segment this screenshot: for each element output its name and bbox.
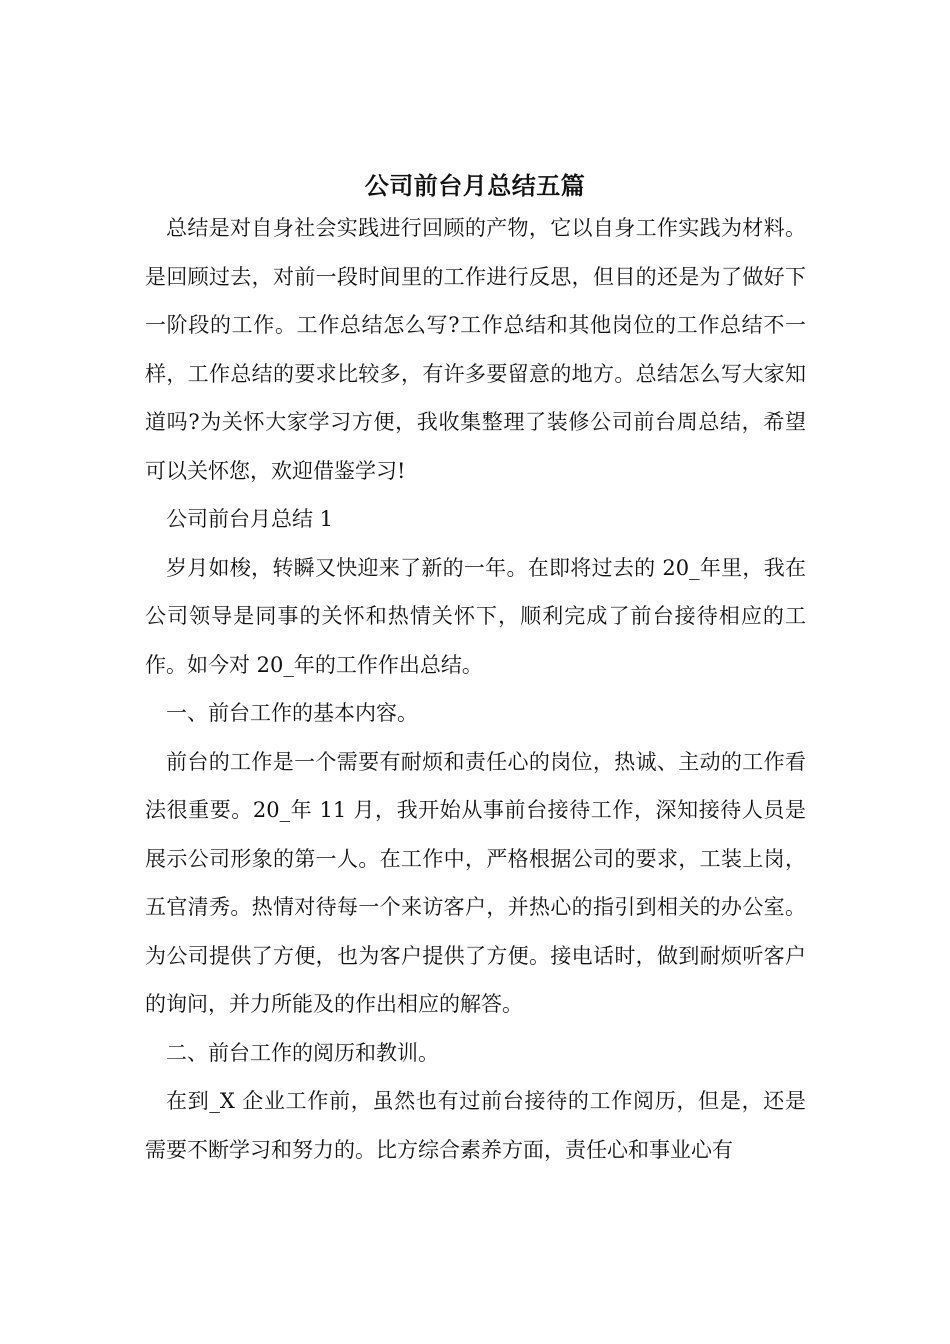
paragraph-year-review: 岁月如梭，转瞬又快迎来了新的一年。在即将过去的 20_年里，我在公司领导是同事的关怀和热情关怀下，顺利完成了前台接待相应的工作。如今对 20_年的工作作出总结。 [145, 555, 806, 677]
paragraph-front-desk-work: 前台的工作是一个需要有耐烦和责任心的岗位，热诚、主动的工作看法很重要。20_年 11 月，我开始从事前台接待工作，深知接待人员是展示公司形象的第一人。在工作中，严格根据公司的要求，工装上岗，五官清秀。热情对待每一个来访客户，并热心的指引到相关的办公室。为公司提供了方便，也为客户提供了方便。接电话时，做到耐烦听客户的询问，并力所能及的作出相应的解答。 [145, 749, 806, 1016]
paragraph-experience: 在到_X 企业工作前，虽然也有过前台接待的工作阅历，但是，还是需要不断学习和努力的。比方综合素养方面，责任心和事业心有 [145, 1089, 806, 1162]
section-heading-experience: 二、前台工作的阅历和教训。 [166, 1040, 439, 1065]
section-heading-basic-content: 一、前台工作的基本内容。 [166, 701, 418, 725]
intro-paragraph: 总结是对自身社会实践进行回顾的产物，它以自身工作实践为材料。是回顾过去，对前一段时间里的工作进行反思，但目的还是为了做好下一阶段的工作。工作总结怎么写?工作总结和其他岗位的工作总结不一样，工作总结的要求比较多，有许多要留意的地方。总结怎么写大家知道吗?为关怀大家学习方便，我收集整理了装修公司前台周总结，希望可以关怀您，欢迎借鉴学习! [145, 216, 806, 483]
document-body [145, 204, 806, 1174]
section-heading-summary-1: 公司前台月总结 1 [166, 507, 334, 531]
document-title: 公司前台月总结五篇 [364, 171, 586, 201]
